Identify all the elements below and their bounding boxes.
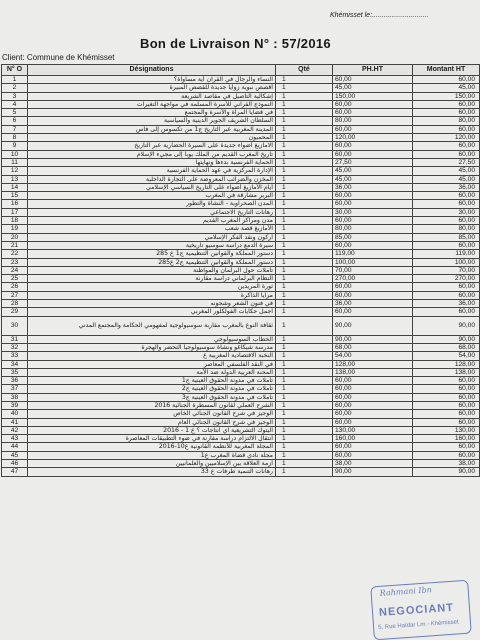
table-row bbox=[2, 368, 480, 376]
row-number: 12 bbox=[2, 167, 28, 175]
row-unit-price: 60,00 bbox=[333, 217, 413, 225]
row-unit-price: 60,00 bbox=[333, 410, 413, 418]
row-unit-price: 130,00 bbox=[333, 426, 413, 434]
row-quantity: 1 bbox=[276, 393, 333, 401]
row-designation: الإدارة المركزية في عهد الحماية الفرنسية bbox=[28, 167, 276, 175]
row-unit-price: 27,50 bbox=[333, 158, 413, 166]
table-row bbox=[2, 343, 480, 351]
row-quantity: 1 bbox=[276, 217, 333, 225]
client-line: Client: Commune de Khémisset bbox=[2, 53, 115, 62]
row-quantity: 1 bbox=[276, 200, 333, 208]
table-row bbox=[2, 393, 480, 401]
table-row bbox=[2, 233, 480, 241]
row-amount: 90,00 bbox=[413, 316, 480, 335]
row-amount: 45,00 bbox=[413, 84, 480, 92]
row-amount: 150,00 bbox=[413, 92, 480, 100]
row-amount: 128,00 bbox=[413, 360, 480, 368]
row-number: 43 bbox=[2, 435, 28, 443]
row-unit-price: 60,00 bbox=[333, 308, 413, 316]
row-number: 26 bbox=[2, 283, 28, 291]
row-unit-price: 60,00 bbox=[333, 393, 413, 401]
table-row bbox=[2, 250, 480, 258]
row-number: 44 bbox=[2, 443, 28, 451]
row-number: 40 bbox=[2, 410, 28, 418]
row-unit-price: 60,00 bbox=[333, 377, 413, 385]
row-quantity: 1 bbox=[276, 241, 333, 249]
row-designation: رهانات التاريخ الاجتماعي bbox=[28, 208, 276, 216]
table-row bbox=[2, 316, 480, 335]
row-unit-price: 119,00 bbox=[333, 250, 413, 258]
row-number: 30 bbox=[2, 316, 28, 335]
row-quantity: 1 bbox=[276, 258, 333, 266]
row-designation: الامازيغ أضواء جديدة على السيرة الحضارية عبر التاريخ bbox=[28, 142, 276, 150]
row-amount: 70,00 bbox=[413, 266, 480, 274]
location-date-line: Khémisset le:............................. bbox=[330, 12, 429, 19]
row-designation: سيرة الدمع دراسة سوسيو تاريخية bbox=[28, 241, 276, 249]
row-quantity: 1 bbox=[276, 283, 333, 291]
row-amount: 60,00 bbox=[413, 385, 480, 393]
row-designation: مدن ومراكز المغرب القديم bbox=[28, 217, 276, 225]
row-number: 38 bbox=[2, 393, 28, 401]
row-designation: النخبة الاقتصادية المغربية ع bbox=[28, 352, 276, 360]
row-quantity: 1 bbox=[276, 443, 333, 451]
row-unit-price: 60,00 bbox=[333, 100, 413, 108]
row-number: 32 bbox=[2, 343, 28, 351]
row-unit-price: 60,00 bbox=[333, 109, 413, 117]
row-amount: 60,00 bbox=[413, 418, 480, 426]
row-quantity: 1 bbox=[276, 117, 333, 125]
row-number: 17 bbox=[2, 208, 28, 216]
row-designation: أجمل حكايات الفولكلور المغربي bbox=[28, 308, 276, 316]
row-number: 9 bbox=[2, 142, 28, 150]
row-designation: أيام الأمازيغ أضواء على التاريخ السياسي الإسلامي bbox=[28, 183, 276, 191]
row-quantity: 1 bbox=[276, 291, 333, 299]
table-row bbox=[2, 360, 480, 368]
row-quantity: 1 bbox=[276, 208, 333, 216]
row-designation: المدينة المغربية عبر التاريخ ج1 من تكسوس إلى فاس bbox=[28, 125, 276, 133]
row-number: 1 bbox=[2, 76, 28, 84]
row-unit-price: 128,00 bbox=[333, 360, 413, 368]
row-amount: 80,00 bbox=[413, 117, 480, 125]
row-quantity: 1 bbox=[276, 100, 333, 108]
table-row bbox=[2, 84, 480, 92]
table-row bbox=[2, 175, 480, 183]
row-designation: المخزن والضرائب المعروضة على التجارة الداخلية bbox=[28, 175, 276, 183]
row-designation: في قضايا المرأة والأسرة والمجتمع bbox=[28, 109, 276, 117]
row-amount: 90,00 bbox=[413, 335, 480, 343]
row-quantity: 1 bbox=[276, 175, 333, 183]
row-quantity: 1 bbox=[276, 335, 333, 343]
row-designation: انتقال الالتزام دراسة مقارنة في ضوء التطبيقات المعاصرة bbox=[28, 435, 276, 443]
row-designation: أزمة العلاقة بين الإسلاميين والعلمانيين bbox=[28, 460, 276, 468]
row-number: 45 bbox=[2, 451, 28, 459]
row-quantity: 1 bbox=[276, 167, 333, 175]
row-quantity: 1 bbox=[276, 401, 333, 409]
row-designation: تأملات حول البرلمان والمواطنة bbox=[28, 266, 276, 274]
row-designation: الأمازيغ قصة شعب bbox=[28, 225, 276, 233]
table-row bbox=[2, 200, 480, 208]
row-number: 24 bbox=[2, 266, 28, 274]
table-row bbox=[2, 335, 480, 343]
row-unit-price: 60,00 bbox=[333, 283, 413, 291]
row-quantity: 1 bbox=[276, 468, 333, 476]
row-amount: 90,00 bbox=[413, 468, 480, 476]
row-designation: ثورة المريدين bbox=[28, 283, 276, 291]
row-amount: 54,00 bbox=[413, 352, 480, 360]
row-designation: تأملات في مدونة الحقوق العينية ج3 bbox=[28, 393, 276, 401]
row-designation: أركون ونقد الفكر الإسلامي bbox=[28, 233, 276, 241]
row-quantity: 1 bbox=[276, 134, 333, 142]
table-row bbox=[2, 134, 480, 142]
row-amount: 120,00 bbox=[413, 134, 480, 142]
row-quantity: 1 bbox=[276, 368, 333, 376]
row-quantity: 1 bbox=[276, 158, 333, 166]
table-row bbox=[2, 225, 480, 233]
row-number: 2 bbox=[2, 84, 28, 92]
row-unit-price: 54,00 bbox=[333, 352, 413, 360]
row-quantity: 1 bbox=[276, 142, 333, 150]
row-quantity: 1 bbox=[276, 76, 333, 84]
row-unit-price: 60,00 bbox=[333, 451, 413, 459]
row-unit-price: 60,00 bbox=[333, 385, 413, 393]
row-quantity: 1 bbox=[276, 84, 333, 92]
table-row bbox=[2, 92, 480, 100]
row-amount: 27,50 bbox=[413, 158, 480, 166]
row-designation: اليتوك التشريعية أي انتاجات ؟ ع 1 - 2016 bbox=[28, 426, 276, 434]
table-row bbox=[2, 158, 480, 166]
row-designation: الحماية الفرنسية بدءها ونهايتها bbox=[28, 158, 276, 166]
col-header-unit-price: PH.HT bbox=[333, 65, 413, 76]
row-unit-price: 90,00 bbox=[333, 316, 413, 335]
table-row bbox=[2, 451, 480, 459]
stamp-address: 5, Rue Haïdar Lm - Khémisset bbox=[377, 619, 459, 632]
row-designation: النظام البرلماني دراسة مقارنة bbox=[28, 275, 276, 283]
row-unit-price: 60,00 bbox=[333, 291, 413, 299]
row-unit-price: 60,00 bbox=[333, 418, 413, 426]
row-quantity: 1 bbox=[276, 275, 333, 283]
row-quantity: 1 bbox=[276, 385, 333, 393]
table-row bbox=[2, 401, 480, 409]
row-number: 27 bbox=[2, 291, 28, 299]
row-quantity: 1 bbox=[276, 460, 333, 468]
row-quantity: 1 bbox=[276, 418, 333, 426]
row-designation: المحميون bbox=[28, 134, 276, 142]
row-designation: أقصص نبوية زوايا جديدة للقصص المبيرة bbox=[28, 84, 276, 92]
row-quantity: 1 bbox=[276, 192, 333, 200]
row-unit-price: 80,00 bbox=[333, 117, 413, 125]
row-amount: 119,00 bbox=[413, 250, 480, 258]
table-row bbox=[2, 76, 480, 84]
table-row bbox=[2, 308, 480, 316]
row-number: 47 bbox=[2, 468, 28, 476]
row-amount: 60,00 bbox=[413, 142, 480, 150]
row-amount: 100,00 bbox=[413, 258, 480, 266]
row-unit-price: 60,00 bbox=[333, 241, 413, 249]
table-row bbox=[2, 300, 480, 308]
row-amount: 60,00 bbox=[413, 100, 480, 108]
table-row bbox=[2, 418, 480, 426]
row-unit-price: 270,00 bbox=[333, 275, 413, 283]
row-designation: في النقد الفلسفي المعاصر bbox=[28, 360, 276, 368]
row-number: 31 bbox=[2, 335, 28, 343]
row-number: 28 bbox=[2, 300, 28, 308]
stamp-signature: Rahmani Ibn bbox=[379, 585, 433, 598]
row-number: 21 bbox=[2, 241, 28, 249]
stamp-title: NEGOCIANT bbox=[378, 601, 455, 619]
row-number: 41 bbox=[2, 418, 28, 426]
row-amount: 60,00 bbox=[413, 401, 480, 409]
row-quantity: 1 bbox=[276, 250, 333, 258]
row-amount: 130,00 bbox=[413, 426, 480, 434]
row-number: 7 bbox=[2, 125, 28, 133]
row-amount: 68,00 bbox=[413, 343, 480, 351]
row-designation: تاريخ المغرب القديم من الملك يوبا إلى مجيء الإسلام bbox=[28, 150, 276, 158]
row-amount: 60,00 bbox=[413, 377, 480, 385]
table-body bbox=[2, 76, 480, 477]
row-number: 42 bbox=[2, 426, 28, 434]
table-row bbox=[2, 150, 480, 158]
row-amount: 36,00 bbox=[413, 183, 480, 191]
table-header-row bbox=[2, 65, 480, 76]
table-row bbox=[2, 192, 480, 200]
table-row bbox=[2, 100, 480, 108]
row-amount: 60,00 bbox=[413, 192, 480, 200]
row-designation: ثقافة النوع بالمغرب مقاربة سوسيولوجية لمفهومي الحكامة والمجتمع المدني bbox=[28, 316, 276, 335]
table-row bbox=[2, 266, 480, 274]
row-amount: 36,00 bbox=[413, 300, 480, 308]
row-quantity: 1 bbox=[276, 410, 333, 418]
row-amount: 85,00 bbox=[413, 233, 480, 241]
row-number: 8 bbox=[2, 134, 28, 142]
row-amount: 160,00 bbox=[413, 435, 480, 443]
table-row bbox=[2, 208, 480, 216]
row-unit-price: 45,00 bbox=[333, 175, 413, 183]
col-header-amount: Montant HT bbox=[413, 65, 480, 76]
row-unit-price: 45,00 bbox=[333, 167, 413, 175]
row-unit-price: 60,00 bbox=[333, 200, 413, 208]
table-row bbox=[2, 435, 480, 443]
col-header-quantity: Qté bbox=[276, 65, 333, 76]
row-quantity: 1 bbox=[276, 435, 333, 443]
table-row bbox=[2, 460, 480, 468]
row-unit-price: 90,00 bbox=[333, 468, 413, 476]
row-number: 46 bbox=[2, 460, 28, 468]
row-number: 13 bbox=[2, 175, 28, 183]
row-unit-price: 120,00 bbox=[333, 134, 413, 142]
table-row bbox=[2, 377, 480, 385]
row-amount: 60,00 bbox=[413, 283, 480, 291]
merchant-stamp bbox=[370, 580, 472, 640]
table-row bbox=[2, 410, 480, 418]
table-row bbox=[2, 109, 480, 117]
row-number: 5 bbox=[2, 109, 28, 117]
row-number: 16 bbox=[2, 200, 28, 208]
row-unit-price: 150,00 bbox=[333, 92, 413, 100]
row-designation: الوجيز في شرح القانون الجنائي العام bbox=[28, 418, 276, 426]
row-amount: 60,00 bbox=[413, 291, 480, 299]
row-quantity: 1 bbox=[276, 360, 333, 368]
table-row bbox=[2, 283, 480, 291]
row-amount: 45,00 bbox=[413, 175, 480, 183]
row-designation: الوجيز في شرح القانون الجنائي الخاص bbox=[28, 410, 276, 418]
table-row bbox=[2, 167, 480, 175]
row-designation: في فنون الشعر وشجونه bbox=[28, 300, 276, 308]
table-row bbox=[2, 275, 480, 283]
row-designation: مرايا الذاكرة bbox=[28, 291, 276, 299]
row-number: 3 bbox=[2, 92, 28, 100]
row-unit-price: 60,00 bbox=[333, 76, 413, 84]
table-row bbox=[2, 241, 480, 249]
col-header-designation: Désignations bbox=[28, 65, 276, 76]
row-number: 35 bbox=[2, 368, 28, 376]
row-unit-price: 68,00 bbox=[333, 343, 413, 351]
row-designation: الشرح العملي لقانون المسطرة الجنائية 2016 bbox=[28, 401, 276, 409]
row-amount: 60,00 bbox=[413, 109, 480, 117]
row-unit-price: 36,00 bbox=[333, 300, 413, 308]
row-unit-price: 60,00 bbox=[333, 192, 413, 200]
row-number: 6 bbox=[2, 117, 28, 125]
row-number: 11 bbox=[2, 158, 28, 166]
table-row bbox=[2, 142, 480, 150]
table-row bbox=[2, 183, 480, 191]
table-row bbox=[2, 258, 480, 266]
row-quantity: 1 bbox=[276, 183, 333, 191]
row-quantity: 1 bbox=[276, 308, 333, 316]
row-quantity: 1 bbox=[276, 343, 333, 351]
row-amount: 60,00 bbox=[413, 217, 480, 225]
row-unit-price: 30,00 bbox=[333, 208, 413, 216]
row-quantity: 1 bbox=[276, 316, 333, 335]
table-row bbox=[2, 352, 480, 360]
row-unit-price: 100,00 bbox=[333, 258, 413, 266]
row-quantity: 1 bbox=[276, 233, 333, 241]
row-designation: البربر مشارقة في المغرب bbox=[28, 192, 276, 200]
row-quantity: 1 bbox=[276, 109, 333, 117]
table-row bbox=[2, 125, 480, 133]
row-designation: إشكالية التأصيل في مقاصد الشريعة bbox=[28, 92, 276, 100]
row-unit-price: 60,00 bbox=[333, 443, 413, 451]
row-quantity: 1 bbox=[276, 266, 333, 274]
row-designation: دستور المملكة والقوانين التنظيمية ج2 ع285 bbox=[28, 258, 276, 266]
row-unit-price: 60,00 bbox=[333, 125, 413, 133]
items-table bbox=[1, 64, 480, 477]
table-row bbox=[2, 443, 480, 451]
row-amount: 138,00 bbox=[413, 368, 480, 376]
row-unit-price: 70,00 bbox=[333, 266, 413, 274]
row-unit-price: 160,00 bbox=[333, 435, 413, 443]
row-amount: 270,00 bbox=[413, 275, 480, 283]
row-designation: تأملات في مدونة الحقوق العينية ج1 bbox=[28, 377, 276, 385]
row-amount: 60,00 bbox=[413, 200, 480, 208]
row-designation: المحنة العربية الدولة ضد الأمة bbox=[28, 368, 276, 376]
row-number: 19 bbox=[2, 225, 28, 233]
row-quantity: 1 bbox=[276, 377, 333, 385]
row-amount: 60,00 bbox=[413, 241, 480, 249]
row-quantity: 1 bbox=[276, 451, 333, 459]
row-amount: 60,00 bbox=[413, 150, 480, 158]
row-quantity: 1 bbox=[276, 150, 333, 158]
row-amount: 60,00 bbox=[413, 76, 480, 84]
row-amount: 80,00 bbox=[413, 225, 480, 233]
table-row bbox=[2, 385, 480, 393]
table-row bbox=[2, 291, 480, 299]
row-number: 20 bbox=[2, 233, 28, 241]
row-amount: 60,00 bbox=[413, 393, 480, 401]
row-quantity: 1 bbox=[276, 225, 333, 233]
row-amount: 45,00 bbox=[413, 167, 480, 175]
row-number: 25 bbox=[2, 275, 28, 283]
row-unit-price: 90,00 bbox=[333, 335, 413, 343]
row-unit-price: 60,00 bbox=[333, 150, 413, 158]
row-number: 36 bbox=[2, 377, 28, 385]
table-row bbox=[2, 426, 480, 434]
row-unit-price: 80,00 bbox=[333, 225, 413, 233]
row-unit-price: 60,00 bbox=[333, 401, 413, 409]
row-amount: 60,00 bbox=[413, 308, 480, 316]
col-header-number: N° O bbox=[2, 65, 28, 76]
row-designation: المجلة المغربية للأنظمة القانونية ع10-2016 bbox=[28, 443, 276, 451]
row-number: 39 bbox=[2, 401, 28, 409]
document-title: Bon de Livraison N° : 57/2016 bbox=[140, 36, 331, 51]
row-amount: 60,00 bbox=[413, 451, 480, 459]
row-number: 15 bbox=[2, 192, 28, 200]
row-designation: مجلة نادي قضاة المغرب ع1 bbox=[28, 451, 276, 459]
row-amount: 60,00 bbox=[413, 410, 480, 418]
row-quantity: 1 bbox=[276, 352, 333, 360]
row-number: 29 bbox=[2, 308, 28, 316]
row-number: 10 bbox=[2, 150, 28, 158]
row-unit-price: 138,00 bbox=[333, 368, 413, 376]
row-unit-price: 60,00 bbox=[333, 142, 413, 150]
row-number: 34 bbox=[2, 360, 28, 368]
row-designation: السلطان الشريف الجوير الدينية والسياسية bbox=[28, 117, 276, 125]
table-row bbox=[2, 217, 480, 225]
row-unit-price: 45,00 bbox=[333, 84, 413, 92]
row-number: 37 bbox=[2, 385, 28, 393]
row-amount: 60,00 bbox=[413, 125, 480, 133]
row-quantity: 1 bbox=[276, 92, 333, 100]
row-quantity: 1 bbox=[276, 426, 333, 434]
row-amount: 60,00 bbox=[413, 443, 480, 451]
row-unit-price: 38,00 bbox=[333, 460, 413, 468]
row-designation: المدن الصحراوية - النشأة والتطور bbox=[28, 200, 276, 208]
row-amount: 30,00 bbox=[413, 208, 480, 216]
row-number: 14 bbox=[2, 183, 28, 191]
row-quantity: 1 bbox=[276, 125, 333, 133]
row-designation: النساء والرجال في القرآن أية مساواة؟ bbox=[28, 76, 276, 84]
row-number: 4 bbox=[2, 100, 28, 108]
row-unit-price: 36,00 bbox=[333, 183, 413, 191]
row-quantity: 1 bbox=[276, 300, 333, 308]
row-unit-price: 85,00 bbox=[333, 233, 413, 241]
row-designation: دستور المملكة والقوانين التنظيمية ج1 ع 285 bbox=[28, 250, 276, 258]
table-row bbox=[2, 468, 480, 476]
row-number: 18 bbox=[2, 217, 28, 225]
row-number: 33 bbox=[2, 352, 28, 360]
row-designation: تأملات في مدونة الحقوق العينية ج2 bbox=[28, 385, 276, 393]
row-designation: رهانات التنمية طرفات ع 33 bbox=[28, 468, 276, 476]
row-designation: مدرسة شيكاغو ونشأة سوسيولوجيا التحضر والهجرة bbox=[28, 343, 276, 351]
row-designation: النموذج القرآني للأسرة المسلمة في مواجهة التغيرات bbox=[28, 100, 276, 108]
row-number: 23 bbox=[2, 258, 28, 266]
table-row bbox=[2, 117, 480, 125]
row-amount: 38,00 bbox=[413, 460, 480, 468]
row-number: 22 bbox=[2, 250, 28, 258]
row-designation: الخطاب السوسيولوجي bbox=[28, 335, 276, 343]
